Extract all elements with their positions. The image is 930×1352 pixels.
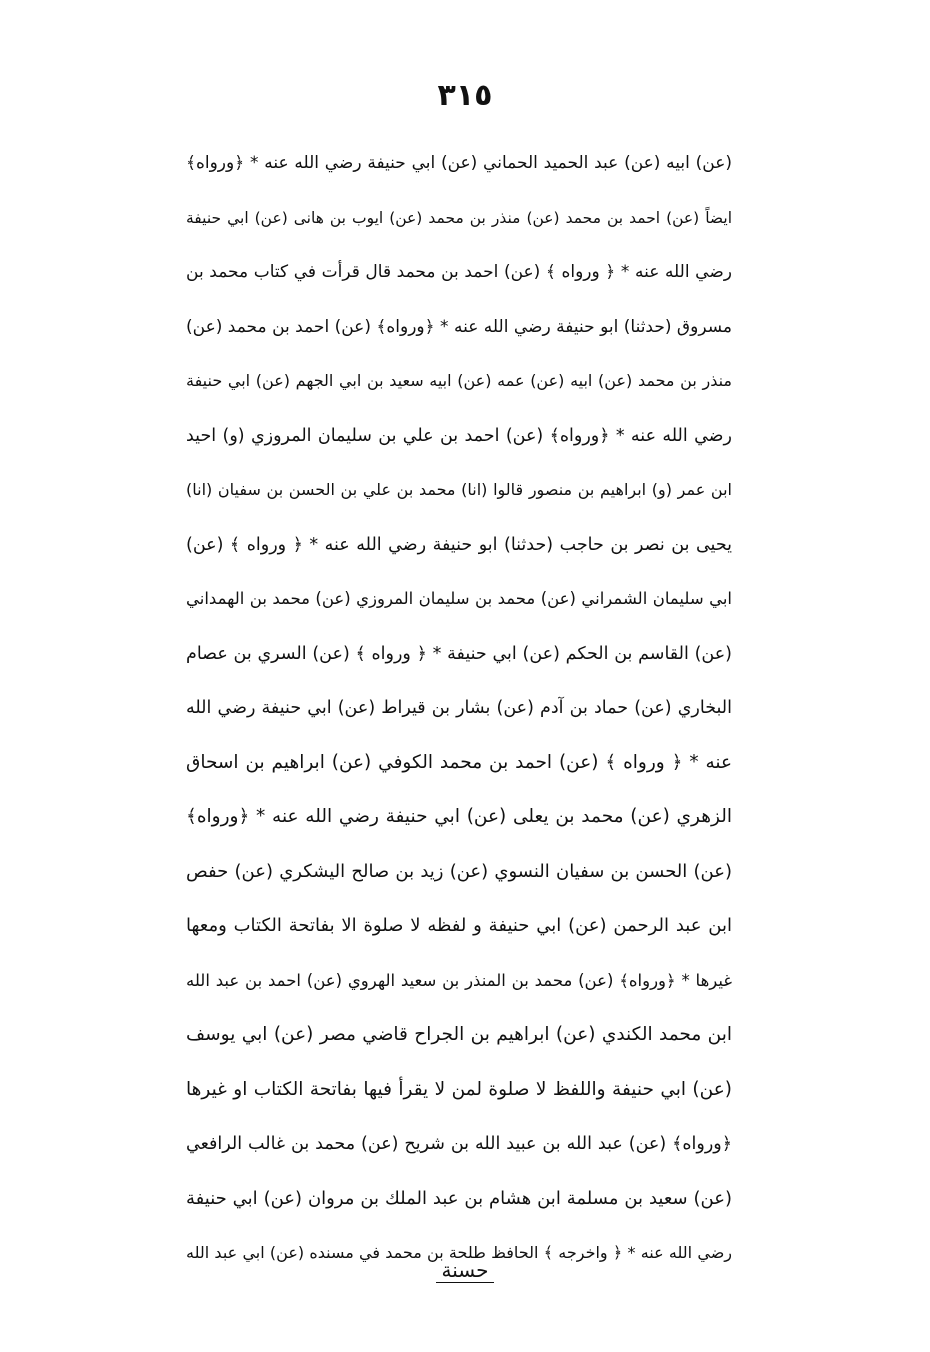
- text-line: يحيى بن نصر بن حاجب (حدثنا) ابو حنيفة رضي الله عنه * ﴿ ورواه ﴾ (عن): [186, 534, 732, 555]
- text-line: (عن) سعيد بن مسلمة ابن هشام بن عبد الملك بن مروان (عن) ابي حنيفة: [186, 1187, 732, 1209]
- text-line: ابن محمد الكندي (عن) ابراهيم بن الجراح قاضي مصر (عن) ابي يوسف: [186, 1024, 732, 1045]
- text-line: غيرها * ﴿ورواه﴾ (عن) محمد بن المنذر بن سعيد الهروي (عن) احمد بن عبد الله: [186, 970, 732, 990]
- text-line: ابن عمر (و) ابراهيم بن منصور قالوا (انا) محمد بن علي بن الحسن بن سفيان (انا): [186, 480, 732, 499]
- text-line: (عن) ابي حنيفة واللفظ لا صلوة لمن لا يقرأ فيها بفاتحة الكتاب او غيرها: [186, 1078, 732, 1100]
- text-line: (عن) القاسم بن الحكم (عن) ابي حنيفة * ﴿ ورواه ﴾ (عن) السري بن عصام: [186, 643, 732, 664]
- text-line: الزهري (عن) محمد بن يعلى (عن) ابي حنيفة رضي الله عنه * ﴿ورواه﴾: [186, 806, 732, 827]
- text-line: البخاري (عن) حماد بن آدم (عن) بشار بن قيراط (عن) ابي حنيفة رضي الله: [186, 698, 732, 718]
- text-line: منذر بن محمد (عن) ابيه (عن) عمه (عن) ابيه سعيد بن ابي الجهم (عن) ابي حنيفة: [186, 371, 732, 390]
- page-number: ٣١٥: [437, 78, 493, 113]
- text-line: (عن) الحسن بن سفيان النسوي (عن) زيد بن صالح اليشكري (عن) حفص: [186, 860, 732, 882]
- text-line: مسروق (حدثنا) ابو حنيفة رضي الله عنه * ﴿ورواه﴾ (عن) احمد بن محمد (عن): [186, 316, 732, 337]
- catchword-text: حسنة: [436, 1258, 495, 1283]
- text-line: ابي سليمان الشمراني (عن) محمد بن سليمان المروزي (عن) محمد بن الهمداني: [186, 589, 732, 608]
- text-line: ﴿ورواه﴾ (عن) عبد الله بن عبيد الله بن شريح (عن) محمد بن غالب الرافعي: [186, 1134, 732, 1154]
- text-line: (عن) ابيه (عن) عبد الحميد الحماني (عن) ابي حنيفة رضي الله عنه * ﴿ورواه﴾: [186, 153, 732, 173]
- text-line: ايضاً (عن) احمد بن محمد (عن) منذر بن محمد (عن) ايوب بن هانى (عن) ابي حنيفة: [186, 208, 732, 227]
- text-line: ابن عبد الرحمن (عن) ابي حنيفة و لفظه لا صلوة الا بفاتحة الكتاب ومعها: [186, 915, 732, 936]
- catchword: [0, 1258, 930, 1282]
- text-line: عنه * ﴿ ورواه ﴾ (عن) احمد بن محمد الكوفي (عن) ابراهيم بن اسحاق: [186, 751, 732, 773]
- text-body: [186, 136, 732, 1281]
- text-line: رضي الله عنه * ﴿ورواه﴾ (عن) احمد بن علي بن سليمان المروزي (و) احيد: [186, 425, 732, 446]
- text-line: رضي الله عنه * ﴿ واخرجه ﴾ الحافظ طلحة بن محمد في مسنده (عن) ابي عبد الله: [186, 1243, 732, 1262]
- text-line: رضي الله عنه * ﴿ ورواه ﴾ (عن) احمد بن محمد قال قرأت في كتاب محمد بن: [186, 262, 732, 282]
